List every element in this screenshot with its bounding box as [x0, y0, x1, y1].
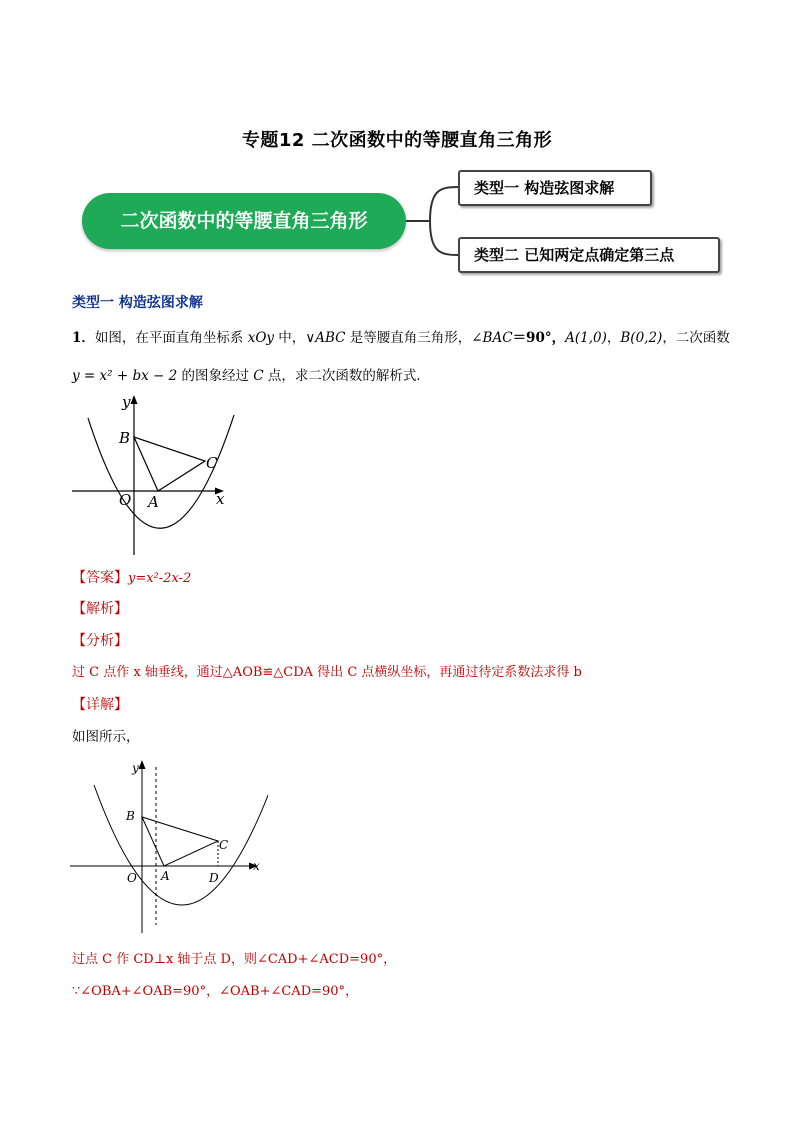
- fig1-label-y: y: [122, 393, 131, 411]
- answer-tag: 【答案】: [72, 570, 128, 586]
- fig2-label-o: O: [127, 871, 137, 885]
- analysis-tag: 【解析】: [72, 601, 128, 617]
- fenxi-tag: 【分析】: [72, 633, 128, 649]
- problem-text: 是等腰直角三角形，: [345, 330, 472, 346]
- detail-intro: 如图所示，: [72, 729, 140, 745]
- problem-text: 的图象经过: [177, 368, 254, 384]
- fig1-y-arrow: [131, 395, 138, 404]
- problem-text: 如图，在平面直角坐标系: [94, 330, 248, 346]
- math-point-c: C: [253, 368, 264, 384]
- math-point-a: A(1,0): [565, 330, 607, 346]
- fig2-label-x: x: [253, 859, 260, 873]
- fig2-label-d: D: [209, 871, 219, 885]
- answer-line: [72, 568, 191, 589]
- detail-tag: 【详解】: [72, 697, 128, 713]
- fig1-label-x: x: [216, 490, 225, 508]
- math-point-b: B(0,2): [620, 330, 663, 346]
- solution-step-1: 过点 C 作 CD⊥x 轴于点 D，则∠CAD+∠ACD=90°，: [72, 952, 397, 967]
- fig1-triangle: [134, 437, 205, 491]
- math-angle-value: ＝90°，: [512, 330, 566, 346]
- fig1-label-o: O: [119, 491, 132, 509]
- solution-step-2: ∵∠OBA+∠OAB=90°，∠OAB+∠CAD=90°，: [72, 984, 359, 999]
- problem-text: 中，: [274, 330, 306, 346]
- fig2-label-c: C: [219, 838, 229, 852]
- fig1-label-b: B: [119, 429, 131, 447]
- fig2-label-y: y: [132, 761, 139, 775]
- problem-text: ，: [606, 330, 621, 346]
- page-title: 专题12 二次函数中的等腰直角三角形: [241, 130, 553, 151]
- fenxi-text: 过 C 点作 x 轴垂线，通过△AOB≌△CDA 得出 C 点横纵坐标，再通过待定系数法求得 b: [72, 665, 582, 680]
- fig2-label-a: A: [161, 869, 170, 883]
- problem-number: 1．: [72, 330, 95, 346]
- fig2-parabola: [94, 785, 268, 905]
- fig2-label-b: B: [126, 809, 135, 823]
- fig2-triangle: [142, 817, 218, 866]
- fig1-label-c: C: [206, 454, 218, 472]
- problem-text: ，二次函数: [662, 330, 730, 346]
- answer-value: y=x²-2x-2: [128, 571, 192, 586]
- fig2-y-arrow: [139, 760, 146, 769]
- math-function: y = x² + bx − 2: [72, 368, 178, 384]
- problem-line-1: [72, 328, 730, 348]
- mindmap-branch-1: 类型一 构造弦图求解: [458, 170, 652, 206]
- problem-line-2: [72, 366, 430, 386]
- mindmap-branch-2: 类型二 已知两定点确定第三点: [458, 237, 720, 273]
- section-heading: 类型一 构造弦图求解: [72, 295, 203, 311]
- mindmap-center: 二次函数中的等腰直角三角形: [82, 193, 406, 249]
- figure-1: [68, 390, 248, 560]
- math-angle: ∠BAC: [471, 330, 513, 346]
- math-xoy: xOy: [247, 330, 275, 346]
- fig1-label-a: A: [148, 493, 159, 511]
- math-triangle: ∨ABC: [305, 330, 346, 346]
- figure-2: [68, 755, 268, 940]
- problem-text: 点，求二次函数的解析式．: [263, 368, 430, 384]
